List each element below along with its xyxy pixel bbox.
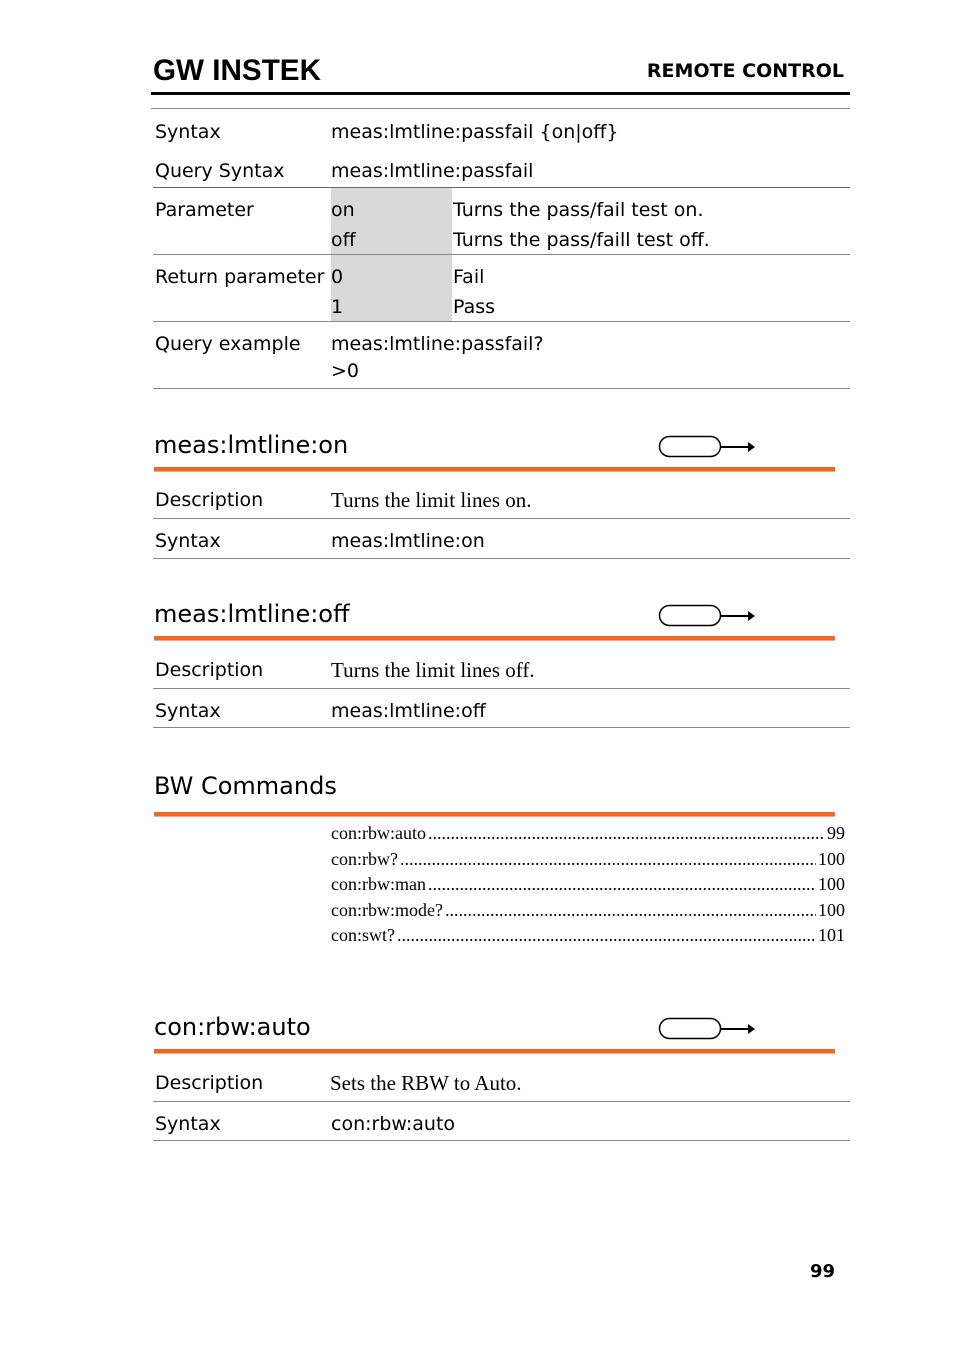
toc-page: 100 — [818, 874, 845, 894]
description-label: Description — [155, 1072, 264, 1094]
table-divider — [153, 727, 850, 728]
description-text: Turns the limit lines on. — [331, 488, 532, 512]
query-example-line: >0 — [331, 360, 360, 382]
return-desc: Pass — [453, 296, 496, 318]
toc-leader — [400, 849, 816, 870]
syntax-label: Syntax — [155, 121, 221, 143]
table-divider — [153, 254, 850, 255]
query-example-line: meas:lmtline:passfail? — [331, 333, 544, 355]
syntax-label: Syntax — [155, 700, 221, 722]
query-syntax-value: meas:lmtline:passfail — [331, 160, 534, 182]
command-heading: con:rbw:auto — [154, 1013, 311, 1041]
toc-command: con:rbw:mode? — [331, 900, 443, 920]
toc-entry[interactable] — [331, 849, 845, 870]
return-shade — [331, 255, 452, 321]
syntax-value: meas:lmtline:off — [331, 700, 486, 722]
description-text: Turns the limit lines off. — [331, 658, 535, 682]
toc-command: con:rbw? — [331, 849, 398, 869]
header-rule-thin — [151, 108, 850, 109]
syntax-value: con:rbw:auto — [331, 1113, 456, 1135]
return-desc: Fail — [453, 266, 485, 288]
table-divider — [153, 518, 850, 519]
syntax-value: meas:lmtline:passfail {on|off} — [331, 121, 619, 143]
toc-page: 100 — [818, 849, 845, 869]
table-divider — [153, 688, 850, 689]
section-title: REMOTE CONTROL — [646, 60, 844, 82]
table-divider — [153, 321, 850, 322]
toc-entry[interactable] — [331, 925, 845, 946]
toc-entry[interactable] — [331, 900, 845, 921]
syntax-label: Syntax — [155, 1113, 221, 1135]
toc-entry[interactable] — [331, 823, 845, 844]
heading-underline — [154, 636, 835, 641]
parameter-desc: Turns the pass/faill test off. — [453, 229, 710, 251]
page-number: 99 — [809, 1261, 835, 1282]
toc-leader — [397, 925, 816, 946]
parameter-name: on — [331, 199, 355, 221]
toc-command: con:swt? — [331, 925, 395, 945]
header-rule — [151, 92, 850, 95]
parameter-label: Parameter — [155, 199, 254, 221]
command-heading: meas:lmtline:on — [154, 431, 349, 459]
table-divider — [153, 1101, 850, 1102]
set-command-icon — [658, 604, 758, 628]
query-syntax-label: Query Syntax — [155, 160, 285, 182]
toc-leader — [428, 874, 816, 895]
toc-leader — [428, 823, 825, 844]
return-label: Return parameter — [155, 266, 325, 288]
parameter-desc: Turns the pass/fail test on. — [453, 199, 704, 221]
description-label: Description — [155, 659, 264, 681]
table-divider — [153, 388, 850, 389]
logo-text: GW INSTEK — [153, 56, 322, 82]
description-text: Sets the RBW to Auto. — [330, 1071, 522, 1095]
toc-command: con:rbw:auto — [331, 823, 426, 843]
heading-underline — [154, 812, 835, 817]
heading-underline — [154, 1049, 835, 1054]
query-example-label: Query example — [155, 333, 301, 355]
gw-instek-logo — [153, 56, 323, 82]
return-name: 1 — [331, 296, 344, 318]
description-label: Description — [155, 489, 264, 511]
command-heading: meas:lmtline:off — [154, 600, 350, 628]
parameter-name: off — [331, 229, 356, 251]
set-command-icon — [658, 1017, 758, 1041]
set-command-icon — [658, 435, 758, 459]
toc-page: 100 — [818, 900, 845, 920]
table-divider — [153, 1140, 850, 1141]
table-divider — [153, 187, 850, 188]
syntax-value: meas:lmtline:on — [331, 530, 485, 552]
section-heading: BW Commands — [154, 772, 337, 800]
heading-underline — [154, 467, 835, 472]
toc-entry[interactable] — [331, 874, 845, 895]
toc-leader — [445, 900, 816, 921]
toc-command: con:rbw:man — [331, 874, 426, 894]
toc-page: 99 — [827, 823, 845, 843]
return-name: 0 — [331, 266, 344, 288]
toc-page: 101 — [818, 925, 845, 945]
syntax-label: Syntax — [155, 530, 221, 552]
table-divider — [153, 558, 850, 559]
